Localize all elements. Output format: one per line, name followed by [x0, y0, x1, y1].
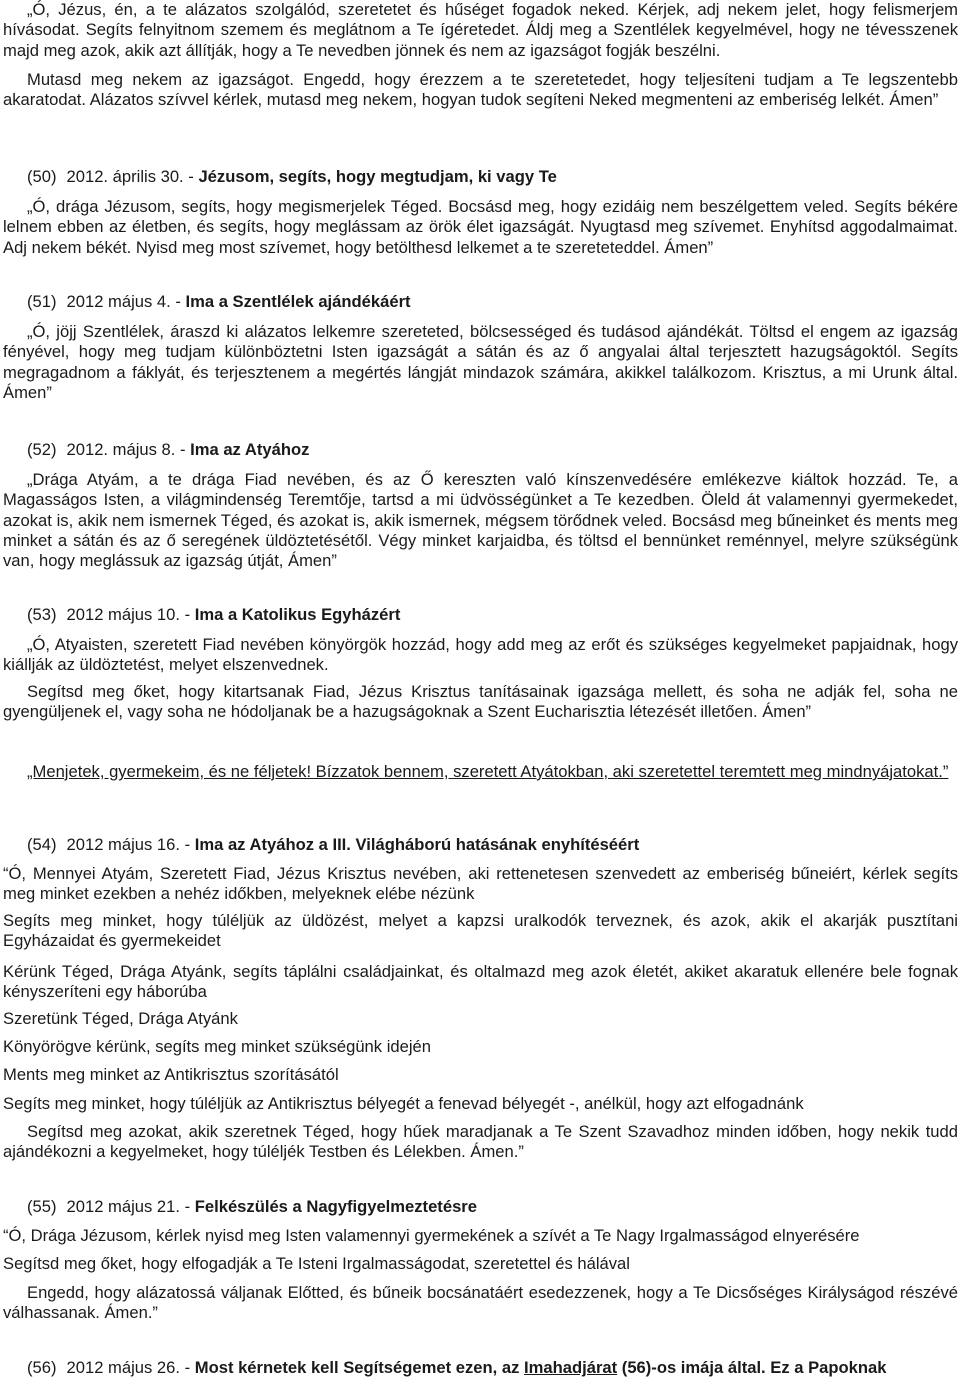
entry-53-quote: „Menjetek, gyermekeim, és ne féljetek! Bízzatok bennem, szeretett Atyátokban, aki szeretettel teremtett meg mindnyájatokat.” — [27, 762, 949, 781]
entry-53-paragraph-2: Segítsd meg őket, hogy kitartsanak Fiad, Jézus Krisztus tanításainak igazsága mellett, és soha ne adják fel, soha ne gyengüljenek el, vagy soha ne hódoljanak be a hazugságoknak a Szent Eucharisztia létezését illetően. Ámen” — [3, 682, 958, 722]
entry-heading-54: (54) 2012 május 16. - Ima az Atyához a III. Világháború hatásának enyhítéséért — [27, 835, 640, 854]
entry-54-paragraph-5: Könyörögve kérünk, segíts meg minket szükségünk idején — [3, 1037, 431, 1056]
entry-title-50: Jézusom, segíts, hogy megtudjam, ki vagy Te — [198, 167, 557, 186]
entry-heading-56: (56) 2012 május 26. - Most kérnetek kell Segítségemet ezen, az Imahadjárat (56)-os imája által. Ez a Papoknak — [27, 1358, 887, 1377]
entry-54-paragraph-3: Kérünk Téged, Drága Atyánk, segíts táplálni családjainkat, és oltalmazd meg azok életét, akiket akaratuk ellenére bele fognak kényszeríteni egy háborúba — [3, 962, 958, 1002]
entry-54-paragraph-2: Segíts meg minket, hogy túléljük az üldözést, melyet a kapzsi uralkodók terveznek, és azok, akik el akarják pusztítani Egyházaidat és gyermekeidet — [3, 911, 958, 951]
entry-50-paragraph: „Ó, drága Jézusom, segíts, hogy megismerjelek Téged. Bocsásd meg, hogy ezidáig nem beszélgettem veled. Segíts békére lelnem ebben az életben, és segíts, hogy meglássam az örök élet igazságát. Nyugtasd meg szívemet. Enyhítsd aggodalmaimat. Adj nekem békét. Nyisd meg most szívemet, hogy betölthesd lelkemet a te szereteteddel. Ámen” — [3, 197, 958, 257]
entry-heading-55: (55) 2012 május 21. - Felkészülés a Nagyfigyelmeztetésre — [27, 1197, 477, 1216]
entry-title-54: Ima az Atyához a III. Világháború hatásának enyhítéséért — [194, 835, 640, 854]
imahadjarat-link[interactable]: Imahadjárat — [524, 1358, 618, 1377]
entry-title-53: Ima a Katolikus Egyházért — [194, 605, 401, 624]
entry-54-paragraph-7: Segíts meg minket, hogy túléljük az Antikrisztus bélyegét a fenevad bélyegét -, anélkül, hogy azt elfogadnánk — [3, 1094, 804, 1113]
entry-55-paragraph-1: “Ó, Drága Jézusom, kérlek nyisd meg Isten valamennyi gyermekének a szívét a Te Nagy Irgalmasságod elnyerésére — [3, 1226, 860, 1245]
entry-54-paragraph-8: Segítsd meg azokat, akik szeretnek Téged, hogy hűek maradjanak a Te Szent Szavadhoz minden időben, hogy nekik tudd ajándékozni a kegyelmeket, hogy túléljék Testben és Lélekben. Ámen.” — [3, 1122, 958, 1162]
entry-55-paragraph-2: Segítsd meg őket, hogy elfogadják a Te Isteni Irgalmasságodat, szeretettel és hálával — [3, 1254, 630, 1273]
entry-53-paragraph-1: „Ó, Atyaisten, szeretett Fiad nevében könyörgök hozzád, hogy add meg az erőt és szükséges kegyelmeket papjaidnak, hogy kiállják az üldöztetést, melyet elszenvednek. — [3, 635, 958, 675]
opening-paragraph-1: „Ó, Jézus, én, a te alázatos szolgálód, szeretetet és hűséget fogadok neked. Kérjek, adj nekem jelet, hogy felismerjem hívásodat. Segíts felnyitnom szemem és meglátnom a Te ígéretedet. Áldj meg a Szentlélek kegyelmével, hogy ne tévesszenek majd meg azok, akik azt állítják, hogy a Te nevedben jönnek és nem az igazságot fogják beszélni. — [3, 0, 958, 60]
entry-heading-52: (52) 2012. május 8. - Ima az Atyához — [27, 440, 310, 459]
entry-54-paragraph-6: Ments meg minket az Antikrisztus szorításától — [3, 1065, 339, 1084]
entry-heading-50: (50) 2012. április 30. - Jézusom, segíts, hogy megtudjam, ki vagy Te — [27, 167, 557, 186]
entry-title-56: Most kérnetek kell Segítségemet ezen, az Imahadjárat (56)-os imája által. Ez a Papoknak — [194, 1358, 887, 1377]
entry-title-51: Ima a Szentlélek ajándékáért — [185, 292, 411, 311]
entry-54-paragraph-4: Szeretünk Téged, Drága Atyánk — [3, 1009, 238, 1028]
entry-heading-51: (51) 2012 május 4. - Ima a Szentlélek ajándékáért — [27, 292, 411, 311]
entry-title-52: Ima az Atyához — [190, 440, 310, 459]
entry-51-paragraph: „Ó, jöjj Szentlélek, áraszd ki alázatos lelkemre szereteted, bölcsességed és tudásod ajándékát. Töltsd el engem az igazság fényével, hogy meg tudjam különböztetni Isten igazságát a sátán és az ő angyalai által terjesztett hazugságoktól. Segíts megragadnom a fáklyát, és terjesztenem a megértés lángját mindazok számára, akikkel találkozom. Krisztus, a mi Urunk által. Ámen” — [3, 322, 958, 402]
entry-52-paragraph: „Drága Atyám, a te drága Fiad nevében, és az Ő kereszten való kínszenvedésére emlékezve kiáltok hozzád. Te, a Magasságos Isten, a világmindenség Teremtője, tartsd a mi üdvösségünket a Te kezedben. Öleld át valamennyi gyermekedet, azokat is, akik nem ismernek Téged, és azokat is, akik ismernek, mégsem törődnek veled. Bocsásd meg bűneinket és ments meg minket a sátán és az ő seregének üldöztetésétől. Végy minket karjaidba, és töltsd el bennünket reménnyel, melyre szükségünk van, hogy meglássuk az igazság útját, Ámen” — [3, 470, 958, 571]
entry-55-paragraph-3: Engedd, hogy alázatossá váljanak Előtted, és bűneik bocsánatáért esedezzenek, hogy a Te Dicsőséges Királyságod részévé válhassanak. Ámen.” — [3, 1283, 958, 1323]
opening-paragraph-2: Mutasd meg nekem az igazságot. Engedd, hogy érezzem a te szeretetedet, hogy teljesíteni tudjam a Te legszentebb akaratodat. Alázatos szívvel kérlek, mutasd meg nekem, hogyan tudok segíteni Neked megmenteni az emberiség lelkét. Ámen” — [3, 70, 958, 110]
entry-title-55: Felkészülés a Nagyfigyelmeztetésre — [194, 1197, 477, 1216]
entry-heading-53: (53) 2012 május 10. - Ima a Katolikus Egyházért — [27, 605, 401, 624]
entry-54-paragraph-1: “Ó, Mennyei Atyám, Szeretett Fiad, Jézus Krisztus nevében, aki rettenetesen szenvedett az emberiség bűneiért, kérlek segíts meg minket ezekben a nehéz időkben, melyeknek elébe nézünk — [3, 864, 958, 904]
